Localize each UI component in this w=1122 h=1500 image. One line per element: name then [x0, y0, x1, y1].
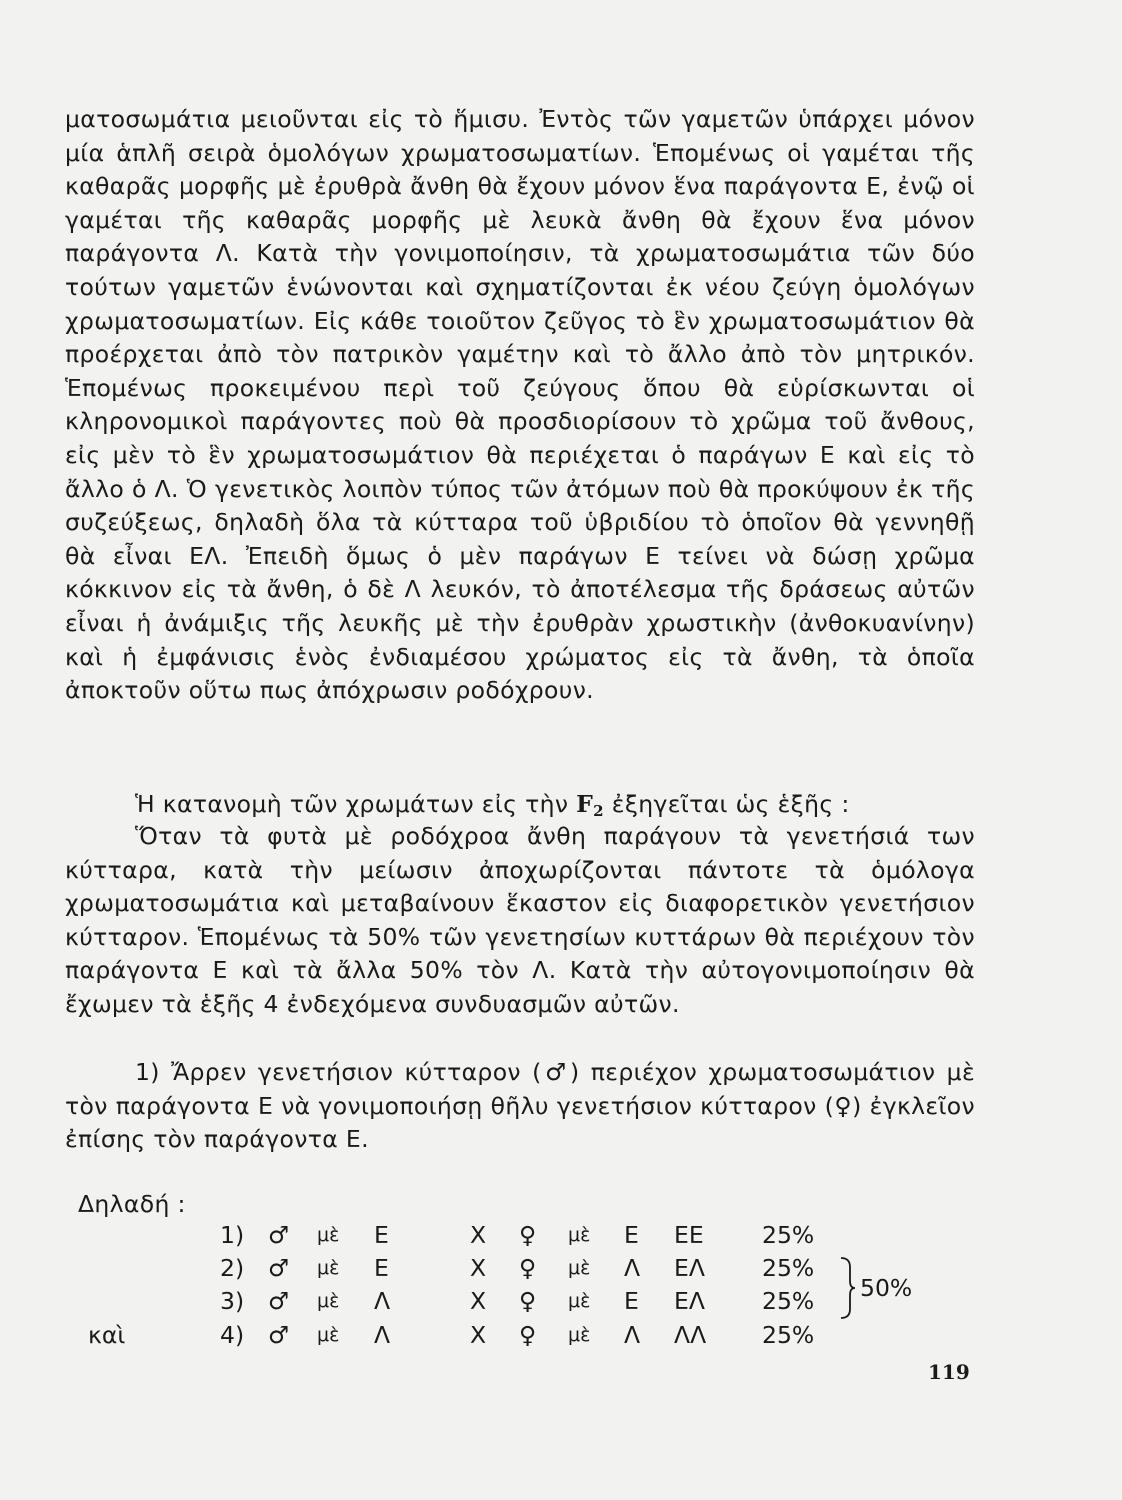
- row-2-factor-2: Λ: [624, 1254, 641, 1282]
- row-3-male-symbol: ♂: [268, 1287, 290, 1315]
- row-4-cross: Χ: [470, 1321, 487, 1349]
- paragraph-3: Ὅταν τὰ φυτὰ μὲ ροδόχροα ἄνθη παράγουν τὰ γενετήσιά των κύτταρα, κατὰ τὴν μείωσιν ἀποχωρίζονται πάντοτε τὰ ὁμόλογα χρωματοσωμάτια καὶ μεταβαίνουν ἕκαστον εἰς διαφορετικὸν γενετήσιον κύτταρον. Ἑπομένως τὰ 50% τῶν γενετησίων κυττάρων θὰ περιέχουν τὸν παράγοντα Ε καὶ τὰ ἄλλα 50% τὸν Λ. Κατὰ τὴν αὐτογονιμοποίησιν θὰ ἔχωμεν τὰ ἑξῆς 4 ἐνδεχόμενα συνδυασμῶν αὐτῶν.: [65, 822, 975, 1018]
- row-2-me-2: μὲ: [568, 1257, 591, 1279]
- row-3-me-2: μὲ: [568, 1290, 591, 1312]
- row-4-factor-2: Λ: [624, 1321, 641, 1349]
- row-4-number: 4): [220, 1321, 245, 1349]
- bracket-total-percent: 50%: [860, 1274, 913, 1302]
- row-1-me-1: μὲ: [317, 1224, 340, 1246]
- row-4-factor-1: Λ: [374, 1321, 391, 1349]
- row-1-factor-2: Ε: [624, 1221, 639, 1249]
- paragraph-4: 1) Ἄρρεν γενετήσιον κύτταρον (♂) περιέχον χρωματοσωμάτιον μὲ τὸν παράγοντα Ε νὰ γονιμοποιήσῃ θῆλυ γενετήσιον κύτταρον (♀) ἐγκλεῖον ἐπίσης τὸν παράγοντα Ε.: [65, 1058, 975, 1154]
- paragraph-2-tail: ἐξηγεῖται ὡς ἑξῆς :: [603, 790, 850, 818]
- row-2-female-symbol: ♀: [519, 1254, 537, 1282]
- row-1-cross: Χ: [470, 1221, 487, 1249]
- row-3-factor-2: Ε: [624, 1287, 639, 1315]
- row-4-me-1: μὲ: [317, 1324, 340, 1346]
- row-3-percent: 25%: [762, 1287, 815, 1315]
- row-1-me-2: μὲ: [568, 1224, 591, 1246]
- row-1-percent: 25%: [762, 1221, 815, 1249]
- paragraph-2-text: Ἡ κατανομὴ τῶν χρωμάτων εἰς τὴν: [135, 790, 577, 818]
- row-3-number: 3): [220, 1287, 245, 1315]
- curly-brace-icon: [838, 1257, 856, 1319]
- row-4-result: ΛΛ: [674, 1321, 707, 1349]
- row-3-female-symbol: ♀: [519, 1287, 537, 1315]
- row-1-number: 1): [220, 1221, 245, 1249]
- row-3-cross: Χ: [470, 1287, 487, 1315]
- row-3-me-1: μὲ: [317, 1290, 340, 1312]
- row-1-male-symbol: ♂: [268, 1221, 290, 1249]
- row-2-cross: Χ: [470, 1254, 487, 1282]
- row-1-result: ΕΕ: [674, 1221, 704, 1249]
- row-4-me-2: μὲ: [568, 1324, 591, 1346]
- paragraph-1: ματοσωμάτια μειοῦνται εἰς τὸ ἥμισυ. Ἐντὸς τῶν γαμετῶν ὑπάρχει μόνον μία ἁπλῆ σειρὰ ὁμολόγων χρωματοσωματίων. Ἑπομένως οἱ γαμέται τῆς καθαρᾶς μορφῆς μὲ ἐρυθρὰ ἄνθη θὰ ἔχουν μόνον ἕνα παράγοντα Ε, ἐνῷ οἱ γαμέται τῆς καθαρᾶς μορφῆς μὲ λευκὰ ἄνθη θὰ ἔχουν ἕνα μόνον παράγοντα Λ. Κατὰ τὴν γονιμοποίησιν, τὰ χρωματοσωμάτια τῶν δύο τούτων γαμετῶν ἑνώνονται καὶ σχηματίζονται ἐκ νέου ζεύγη ὁμολόγων χρωματοσωματίων. Εἰς κάθε τοιοῦτον ζεῦγος τὸ ἓν χρωματοσωμάτιον θὰ προέρχεται ἀπὸ τὸν πατρικὸν γαμέτην καὶ τὸ ἄλλο ἀπὸ τὸν μητρικόν. Ἑπομένως προκειμένου περὶ τοῦ ζεύγους ὅπου θὰ εὑρίσκωνται οἱ κληρονομικοὶ παράγοντες ποὺ θὰ προσδιορίσουν τὸ χρῶμα τοῦ ἄνθους, εἰς μὲν τὸ ἓν χρωματοσωμάτιον θὰ περιέχεται ὁ παράγων Ε καὶ εἰς τὸ ἄλλο ὁ Λ. Ὁ γενετικὸς λοιπὸν τύπος τῶν ἀτόμων ποὺ θὰ προκύψουν ἐκ τῆς συζεύξεως, δηλαδὴ ὅλα τὰ κύτταρα τοῦ ὑβριδίου τὸ ὁποῖον θὰ γεννηθῇ θὰ εἶναι ΕΛ. Ἐπειδὴ ὅμως ὁ μὲν παράγων Ε τείνει νὰ δώσῃ χρῶμα κόκκινον εἰς τὰ ἄνθη, ὁ δὲ Λ λευκόν, τὸ ἀποτέλεσμα τῆς δράσεως αὐτῶν εἶναι ἡ ἀνάμιξις τῆς λευκῆς μὲ τὴν ἐρυθρὰν χρωστικὴν (ἀνθοκυανίνην) καὶ ἡ ἐμφάνισις ἑνὸς ἐνδιαμέσου χρώματος εἰς τὰ ἄνθη, τὰ ὁποῖα ἀποκτοῦν οὕτω πως ἀπόχρωσιν ροδόχρουν.: [65, 105, 975, 705]
- f2-subscript: 2: [593, 802, 604, 820]
- page-number: 119: [928, 1360, 970, 1384]
- row-2-factor-1: Ε: [374, 1254, 389, 1282]
- row-2-male-symbol: ♂: [268, 1254, 290, 1282]
- row-4-male-symbol: ♂: [268, 1321, 290, 1349]
- row-1-factor-1: Ε: [374, 1221, 389, 1249]
- row-4-female-symbol: ♀: [519, 1321, 537, 1349]
- row-4-percent: 25%: [762, 1321, 815, 1349]
- row-2-me-1: μὲ: [317, 1257, 340, 1279]
- row-3-result: ΕΛ: [674, 1287, 705, 1315]
- row-4-prefix: καὶ: [88, 1321, 126, 1349]
- row-2-result: ΕΛ: [674, 1254, 705, 1282]
- f2-label: F: [576, 790, 594, 818]
- row-3-factor-1: Λ: [374, 1287, 391, 1315]
- row-2-number: 2): [220, 1254, 245, 1282]
- row-1-female-symbol: ♀: [519, 1221, 537, 1249]
- diladi-label: Δηλαδή :: [78, 1190, 186, 1218]
- row-2-percent: 25%: [762, 1254, 815, 1282]
